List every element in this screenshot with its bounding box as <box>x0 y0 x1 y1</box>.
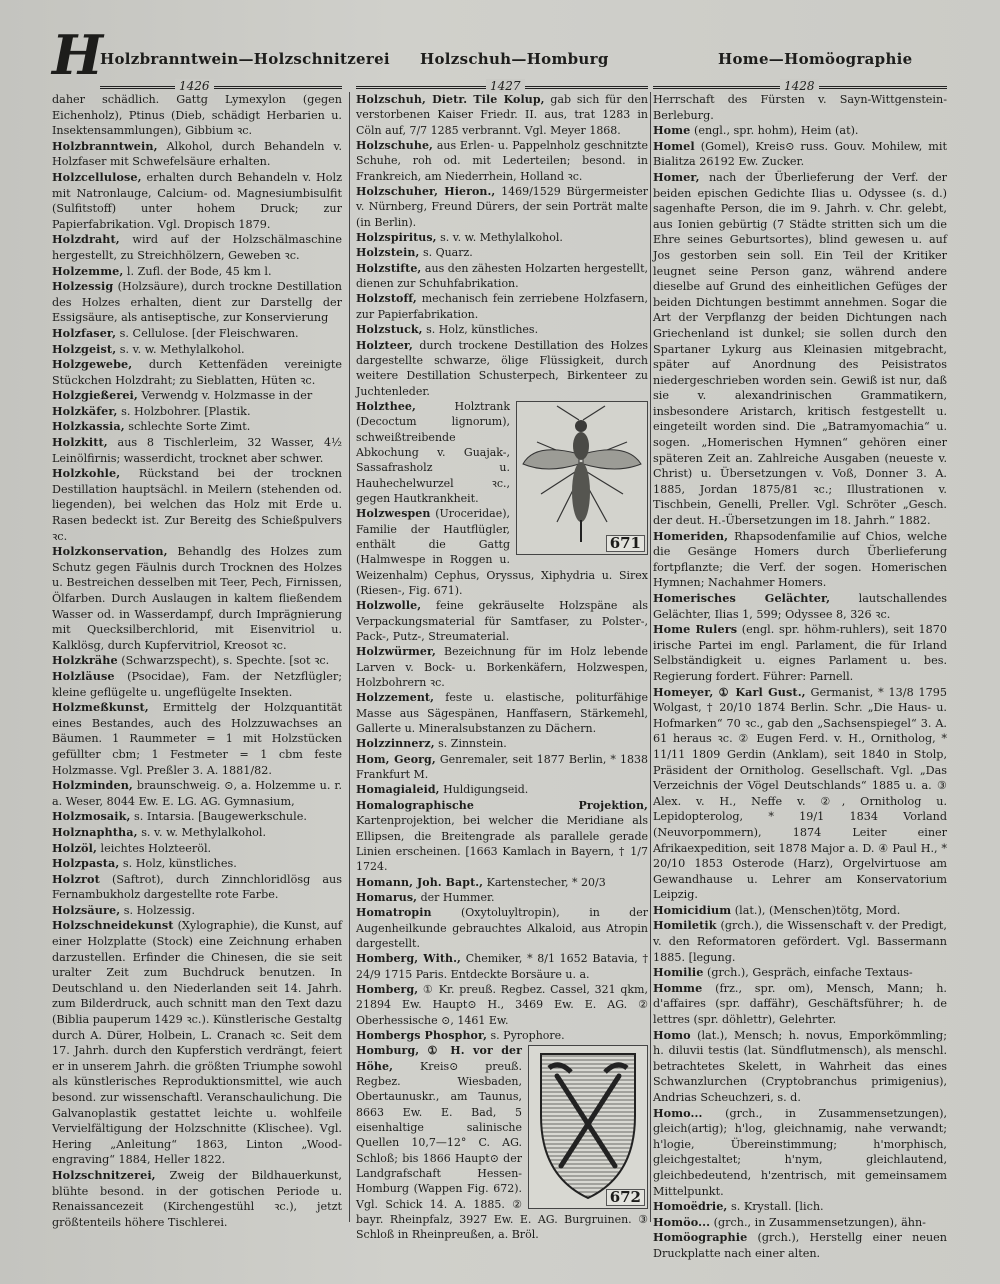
entry-headword: Home Rulers <box>653 622 738 637</box>
entry-text: wird auf der Holzschälmaschine hergestellt, zu Streichhölzern, Geweben ꝛc. <box>52 233 342 262</box>
dictionary-entry <box>52 825 342 841</box>
dictionary-entry <box>356 982 648 1028</box>
right-running-head: Home—Homöographie <box>718 50 913 68</box>
dictionary-entry <box>52 903 342 919</box>
dictionary-entry <box>653 981 947 1028</box>
entry-text: (grch.), die Wissenschaft v. der Predigt, v. den Reformatoren gefördert. Vgl. Bassermann 1885. [legung. <box>653 919 947 964</box>
entry-text: Behandlg des Holzes zum Schutz gegen Fäulnis durch Trocknen des Holzes u. Bestreichen desselben mit Teer, Pech, Firnissen, Ölfarben. Durch Auslaugen in kaltem fließendem Wasser od. in Wasserdampf, durch Imprägnierung mit Quecksilberchlorid, mit Eisenvitriol u. Kalklösg, durch Kupfervitriol, Kreosot ꝛc. <box>52 545 342 652</box>
entry-text: (Uroceridae), Familie der Hautflügler, enthält die Gattg (Halmwespe in Roggen u. Weizenhalm) Cephus, Oryssus, Xiphydria u. Sirex (Riesen-, Fig. 671). <box>356 507 648 597</box>
entry-text: durch Kettenfäden vereinigte Stückchen Holzdraht; zu Sieblatten, Hüten ꝛc. <box>52 358 343 387</box>
entry-headword: Homöographie <box>653 1230 748 1245</box>
dictionary-entry <box>653 918 947 965</box>
section-letter: H <box>52 23 104 87</box>
entry-text: lautschallendes Gelächter, Ilias 1, 599; Odyssee 8, 326 ꝛc. <box>653 592 948 621</box>
entry-text: Genremaler, seit 1877 Berlin, * 1838 Frankfurt M. <box>356 752 648 782</box>
coat-of-arms-illustration <box>529 1046 647 1208</box>
entry-headword: Homarus, <box>356 890 418 904</box>
dictionary-entry <box>653 1215 947 1231</box>
entry-text: s. Quarz. <box>422 246 473 260</box>
entry-headword: Homagialeid, <box>356 783 440 797</box>
entry-text: braunschweig. ⊙, a. Holzemme u. r. a. Weser, 8044 Ew. E. LG. AG. Gymnasium, <box>52 779 343 808</box>
dictionary-entry <box>356 230 648 245</box>
entry-headword: Homilie <box>653 965 704 980</box>
entry-headword: Holzkrähe <box>52 653 118 668</box>
entry-headword: Homöo... <box>653 1214 711 1229</box>
entry-headword: Holzzement, <box>356 691 435 705</box>
entry-headword: Homer, <box>653 169 700 184</box>
dictionary-entry <box>356 782 648 797</box>
entry-headword: Homme <box>653 980 703 995</box>
entry-text: (Xylographie), die Kunst, auf einer Holzplatte (Stock) eine Zeichnung erhaben darzustellen. Erfinder die Chinesen, die sie seit uralter Zeit zum Buchdruck benutzen. In Deutschland u. den Niederlanden seit 14. Jahrh. zum Bilderdruck, auch schnitt man den Text dazu (Biblia pauperum 1429 ꝛc.). Künstlerische Gestaltg durch A. Dürer, Holbein, L. Cranach ꝛc. Seit dem 17. Jahrh. durch den Kupferstich verdrängt, feiert er in unserem Jahrh. die größten Triumphe sowohl als künstlerisches Reproduktionsmittel, wie auch besond. zur wissenschaftl. Veranschaulichung. Die Galvanoplastik gestattet leichte u. wohlfeile Vervielfältigung der Holzschnitte (Klischee). Vgl. Hering „Anleitung“ 1863, Linton „Wood-engraving“ 1884, Heller 1822. <box>52 919 342 1167</box>
dictionary-entry <box>52 139 342 170</box>
entry-text: (Schwarzspecht), s. Spechte. [sot ꝛc. <box>121 654 330 668</box>
entry-text: Chemiker, * 8/1 1652 Batavia, † 24/9 1715 Paris. Entdeckte Borsäure u. a. <box>356 952 648 981</box>
entry-text: Germanist, * 13/8 1795 Wolgast, † 20/10 1874 Berlin. Schr. „Die Haus- u. Hofmarken“ 70 ꝛc., gab den „Sachsenspiegel“ 3. A. 61 heraus ꝛc. ② Eugen Ferd. v. H., Ornitholog, * 11/11 1809 Gerdin (Anklam), seit 1840 in Stolp, Präsident der Ornitholog. Gesellschaft. Vgl. „Das Verzeichnis der Vögel Deutschlands“ 1885 u. a. ③ Alex. v. H., Neffe v. ②, Ornitholog u. Lepidopterolog, * 19/1 1834 Vorland (Neuvorpommern), 1874 Leiter einer Afrikaexpedition, seit 1878 Major a. D. ④ Paul H., * 20/10 1853 Osterode (Harz), Orgelvirtuose am Gewandhause u. Lehrer am Konservatorium Leipzig. <box>653 685 947 902</box>
dictionary-entry <box>52 778 342 809</box>
entry-headword: Holzpasta, <box>52 856 120 871</box>
entry-text: feine gekräuselte Holzspäne als Verpackungsmaterial für Samtfaser, zu Polster-, Pack-, Putz-, Streumaterial. <box>356 599 649 644</box>
dictionary-entry <box>356 598 648 644</box>
entry-text: Kartenstecher, * 20/3 <box>486 875 606 889</box>
dictionary-entry <box>52 872 342 903</box>
entry-text: Holztrank (Decoctum lignorum), schweißtreibende Abkochung v. Guajak-, Sassafrasholz u. Hauhechelwurzel ꝛc., gegen Hautkrankheit. <box>356 399 510 505</box>
entry-headword: Holzmosaik, <box>52 809 131 824</box>
entry-text: Bezeichnung für im Holz lebende Larven v. Bock- u. Borkenkäfern, Holzwespen, Holzbohrern ꝛc. <box>356 645 648 690</box>
entry-text: (Psocidae), Fam. der Netzflügler; kleine geflügelte u. ungeflügelte Insekten. <box>52 669 342 699</box>
entry-text: schlechte Sorte Zimt. <box>128 420 251 434</box>
dictionary-entry <box>356 92 648 138</box>
dictionary-entry <box>52 669 342 700</box>
entry-headword: Holzwespen <box>356 507 431 521</box>
dictionary-entry <box>653 685 947 903</box>
entry-headword: Holzstifte, <box>356 261 422 275</box>
entry-headword: Homatropin <box>356 906 432 920</box>
entry-headword: Holzschuh, Dietr. Tile Kolup, <box>356 93 545 106</box>
entry-headword: Holzschnitzerei, <box>52 1167 156 1182</box>
entry-headword: Homann, Joh. Bapt., <box>356 875 484 889</box>
dictionary-entry <box>356 890 648 905</box>
dictionary-entry <box>52 653 342 669</box>
entry-headword: Homicidium <box>653 902 732 917</box>
entry-text: aus 8 Tischlerleim, 32 Wasser, 4½ Leinölfirnis; wasserdicht, trocknet aber schwer. <box>52 436 342 465</box>
entry-text: (engl., spr. hohm), Heim (at). <box>693 124 859 138</box>
entry-text: l. Zufl. der Bode, 45 km l. <box>126 264 272 278</box>
dictionary-entry <box>356 644 648 690</box>
entry-text: s. v. w. Methylalkohol. <box>141 825 267 839</box>
dictionary-entry <box>52 170 342 232</box>
entry-text: s. Cellulose. [der Fleischwaren. <box>119 326 299 340</box>
wasp-illustration <box>517 402 647 554</box>
dictionary-entry <box>52 1168 342 1230</box>
dictionary-entry <box>356 1028 648 1043</box>
entry-headword: Homberg, With., <box>356 952 461 966</box>
entry-headword: Homalographische Projektion, <box>356 798 648 812</box>
dictionary-entry <box>52 918 342 1168</box>
dictionary-entry <box>653 139 947 170</box>
entry-headword: Holzschuhe, <box>356 139 433 153</box>
dictionary-entry <box>52 388 342 404</box>
entry-text: s. Holz, künstliches. <box>122 857 237 871</box>
dictionary-entry <box>52 419 342 435</box>
entry-text: (grch., in Zusammensetzungen), ähn- <box>713 1215 926 1229</box>
column-2 <box>356 92 648 1243</box>
dictionary-entry <box>52 326 342 342</box>
entry-text: feste u. elastische, politurfähige Masse aus Sägespänen, Hanffasern, Stärkemehl, Gallerte u. Mineralsubstanzen zu Dächern. <box>356 691 649 736</box>
column-divider-1 <box>349 92 350 1222</box>
entry-text: s. Intarsia. [Baugewerkschule. <box>134 810 307 824</box>
dictionary-entry <box>52 342 342 358</box>
entry-headword: Holzspiritus, <box>356 231 437 245</box>
entry-headword: Holzemme, <box>52 263 124 278</box>
dictionary-entry <box>653 170 947 529</box>
entry-text: der Hummer. <box>420 890 495 904</box>
entry-text: (Oxytoluyltropin), in der Augenheilkunde gebrauchtes Alkaloid, aus Atropin dargestellt. <box>356 906 648 950</box>
entry-text: nach der Überlieferung der Verf. der beiden epischen Gedichte Ilias u. Odyssee (s. d.) sagenhafte Person, die im 9. Jahrh. v. Chr. gelebt, aus Ionien gebürtig (7 Städte stritten sich um die Ehre seines Geburtsortes), blind gewesen u. auf Jos gestorben sein soll. Ein Teil der Kritiker leugnet seine Person ganz, während andere dieselbe auf Grund des einheitlichen Gefüges der beiden Dichtungen bestimmt annehmen. Sogar die Art der Verpflanzg der beiden Dichtungen nach Griechenland ist dunkel; sie sollen durch den Spartaner Lykurg aus Kleinasien mitgebracht, später auf Anordnung des Peisistratos niedergeschrieben worden sein. Gewiß ist nur, daß sie v. alexandrinischen Grammatikern, insbesondere Aristarch, kritisch festgestellt u. eingeteilt worden sind. Die „Batramyomachia“ u. sogen. „Homerischen Hymnen“ gehören einer späteren Zeit an. Zahlreiche Ausgaben (neueste v. Christ) u. Übersetzungen v. Voß, Donner 3. A. 1885, Jordan 1875/81 ꝛc.; Illustrationen v. Tischbein, Genelli, Preller. Vgl. Schröter „Gesch. der deut. H.-Übersetzungen im 18. Jahrh.“ 1882. <box>653 170 948 528</box>
entry-headword: Holzkassia, <box>52 419 125 434</box>
entry-text: Herrschaft des Fürsten v. Sayn-Wittgenstein-Berleburg. <box>653 93 947 122</box>
entry-headword: Holzschneidekunst <box>52 918 174 933</box>
header-rule-left <box>100 86 342 89</box>
left-running-head: Holzbranntwein—Holzschnitzerei <box>100 50 390 68</box>
entry-text: durch trockene Destillation des Holzes dargestellte schwarze, ölige Flüssigkeit, durch weitere Destillation Schusterpech, Birkenteer zu Juchtenleder. <box>356 338 648 398</box>
entry-text: Kreis⊙ preuß. Regbez. Wiesbaden, Obertaunuskr., am Taunus, 8663 Ew. E. Bad, 5 eisenhaltige salinische Quellen 10,7—12° C. AG. Schloß; bis 1866 Haupt⊙ der Landgrafschaft Hessen-Homburg (Wappen Fig. 672). Vgl. Schick 14. A. 1885. ② bayr. Rheinpfalz, 3927 Ew. E. AG. Burgruinen. ③ Schloß in Rheinpreußen, a. Bröl. <box>356 1059 648 1242</box>
dictionary-entry <box>356 338 648 399</box>
entry-headword: Holzmeßkunst, <box>52 700 149 715</box>
dictionary-entry <box>52 544 342 653</box>
entry-headword: Holzwolle, <box>356 599 422 613</box>
dictionary-entry <box>653 1028 947 1106</box>
entry-text: Zweig der Bildhauerkunst, blühte besond. in der gotischen Periode u. Renaissancezeit (Kirchengestühl ꝛc.), jetzt größtenteils höhere Tischlerei. <box>52 1168 342 1229</box>
entry-headword: Homoëdrie, <box>653 1199 728 1214</box>
dictionary-entry <box>356 245 648 260</box>
entry-headword: Holzminden, <box>52 778 133 793</box>
entry-headword: Holzschuher, Hieron., <box>356 185 496 199</box>
dictionary-entry <box>653 591 947 622</box>
entry-text: Rückstand bei der trocknen Destillation hauptsächl. in Meilern (stehenden od. liegenden), bei welchen das Holz mit Erde u. Rasen bedeckt ist. Zur Bereitg des Schießpulvers ꝛc. <box>52 467 342 543</box>
dictionary-entry <box>52 841 342 857</box>
dictionary-entry <box>52 404 342 420</box>
dictionary-entry <box>52 264 342 280</box>
dictionary-entry <box>52 232 342 263</box>
dictionary-entry <box>356 951 648 982</box>
entry-headword: Holzstoff, <box>356 292 417 306</box>
dictionary-entry <box>356 322 648 337</box>
entry-text: (Saftrot), durch Zinnchloridlösg aus Fernambukholz dargestellte rote Farbe. <box>52 872 343 902</box>
entry-text: Alkohol, durch Behandeln v. Holzfaser mit Schwefelsäure erhalten. <box>52 139 343 169</box>
column-divider-2 <box>650 92 651 1222</box>
entry-text: s. Holzbohrer. [Plastik. <box>121 404 251 418</box>
entry-headword: Homel <box>653 138 695 153</box>
entry-headword: Holzgießerei, <box>52 388 138 403</box>
entry-headword: Holzbranntwein, <box>52 138 158 153</box>
entry-headword: Holzstuck, <box>356 323 423 337</box>
entry-text: (Holzsäure), durch trockne Destillation des Holzes erhalten, dient zur Darstellg der Essigsäure, als antiseptische, zur Konservierung <box>52 280 343 325</box>
entry-text: (engl. spr. höhm-ruhlers), seit 1870 irische Partei im engl. Parlament, die für Irland Selbständigkeit u. eignes Parlament u. bes. Regierung fordert. Führer: Parnell. <box>653 623 947 683</box>
entry-headword: Holzcellulose, <box>52 169 142 184</box>
entry-text: daher schädlich. Gattg Lymexylon (gegen Eichenholz), Ptinus (Dieb, schädigt Herbarien u. Insektensammlungen), Gibbium ꝛc. <box>52 93 342 138</box>
entry-text: s. Zinnstein. <box>438 737 507 751</box>
dictionary-entry <box>356 752 648 783</box>
column-2-lower <box>356 1043 648 1242</box>
dictionary-entry <box>52 700 342 778</box>
entry-text: aus Erlen- u. Pappelnholz geschnitzte Schuhe, roh od. mit Lederteilen; besond. in Frankreich, am Niederrhein, Holland ꝛc. <box>356 139 649 183</box>
dictionary-entry <box>356 138 648 184</box>
entry-headword: Holzsäure, <box>52 902 121 917</box>
dictionary-entry <box>653 1106 947 1200</box>
entry-text: s. Holz, künstliches. <box>426 323 539 337</box>
entry-text: (grch., in Zusammensetzungen), gleich(artig); h'log, gleichnamig, nahe verwandt; h'logie, Übereinstimmung; h'morphisch, gleichgestaltet; h'nym, gleichlautend, gleichbedeutend, h'zentrisch, mit gemeinsamem Mittelpunkt. <box>653 1106 947 1198</box>
entry-text: aus den zähesten Holzarten hergestellt, dienen zur Schuhfabrikation. <box>356 261 648 291</box>
dictionary-entry <box>653 1199 947 1215</box>
entry-headword: Holzwürmer, <box>356 645 436 659</box>
entry-text: Ermittelg der Holzquantität eines Bestandes, auch des Holzzuwachses an Bäumen. 1 Raummeter = 1 mit Holzstücken gefüllter cbm; 1 Festmeter = 1 cbm feste Holzmasse. Vgl. Preßler 3. A. 1881/82. <box>52 701 342 777</box>
entry-headword: Homeyer, ① Karl Gust., <box>653 684 806 699</box>
entry-text: gab sich für den verstorbenen Kaiser Friedr. II. aus, trat 1283 in Cöln auf, 7/7 1285 verbrannt. Vgl. Meyer 1868. <box>356 93 648 137</box>
dictionary-entry <box>653 1230 947 1261</box>
entry-headword: Holzzinnerz, <box>356 737 435 751</box>
dictionary-entry <box>653 123 947 139</box>
dictionary-entry <box>356 736 648 751</box>
entry-text: s. v. w. Methylalkohol. <box>119 342 245 356</box>
column-3 <box>653 92 947 1262</box>
entry-text: s. v. w. Methylalkohol. <box>440 231 563 245</box>
dictionary-entry <box>356 905 648 951</box>
entry-headword: Homburg, ① H. vor der Höhe, <box>356 1044 522 1073</box>
dictionary-entry <box>356 291 648 322</box>
entry-text: (lat.), Mensch; h. novus, Emporkömmling; h. diluvii testis (lat. Sündflutmensch), als menschl. betrachtetes Skelett, in Wahrheit das eines Schwanzlurchen (Cryptobranchus primigenius), Andrias Scheuchzeri, s. d. <box>653 1028 947 1104</box>
center-running-head: Holzschuh—Homburg <box>420 50 609 68</box>
dictionary-entry <box>52 466 342 544</box>
dictionary-entry <box>52 809 342 825</box>
entry-headword: Homo <box>653 1027 691 1042</box>
entry-text: 1469/1529 Bürgermeister v. Nürnberg, Freund Dürers, der sein Porträt malte (in Berlin). <box>356 185 649 229</box>
entry-headword: Holznaphtha, <box>52 824 138 839</box>
entry-text: (lat.), (Menschen)tötg, Mord. <box>734 903 901 917</box>
entry-headword: Holzläuse <box>52 668 115 683</box>
dictionary-entry <box>52 92 342 139</box>
entry-headword: Homo... <box>653 1105 703 1120</box>
entry-text: (frz., spr. om), Mensch, Mann; h. d'affaires (spr. daffähr), Geschäftsführer; h. de lettres (spr. döhlettr), Gelehrter. <box>653 981 947 1027</box>
entry-headword: Homeriden, <box>653 528 729 543</box>
entry-headword: Holzgeist, <box>52 341 117 356</box>
dictionary-entry <box>52 435 342 466</box>
entry-headword: Holzöl, <box>52 840 97 855</box>
entry-headword: Holzstein, <box>356 246 420 260</box>
figure-672-coat-of-arms <box>528 1045 648 1209</box>
entry-text: erhalten durch Behandeln v. Holz mit Natronlauge, Calcium- od. Magnesiumbisulfit (Sulfitstoff) unter hohem Druck; zur Papierfabrikation. Vgl. Dropisch 1879. <box>52 170 342 231</box>
dictionary-entry <box>356 798 648 875</box>
entry-headword: Holzgewebe, <box>52 357 133 372</box>
entry-headword: Holzrot <box>52 871 100 886</box>
figure-671-number: 671 <box>606 535 645 552</box>
entry-headword: Holzthee, <box>356 399 416 413</box>
entry-headword: Holzfaser, <box>52 325 117 340</box>
entry-headword: Holzdraht, <box>52 232 120 247</box>
entry-headword: Holzkitt, <box>52 435 108 450</box>
entry-text: (grch.), Gespräch, einfache Textaus- <box>707 966 913 980</box>
column-2-upper <box>356 92 648 1043</box>
dictionary-entry <box>356 184 648 230</box>
column-1 <box>52 92 342 1230</box>
figure-672-number: 672 <box>606 1189 645 1206</box>
dictionary-entry <box>52 856 342 872</box>
entry-text: s. Krystall. [lich. <box>731 1200 824 1214</box>
dictionary-entry <box>653 622 947 684</box>
entry-headword: Holzkäfer, <box>52 403 118 418</box>
entry-headword: Hom, Georg, <box>356 752 436 766</box>
figure-671-wasp <box>516 401 648 555</box>
entry-text: (grch.), Herstellg einer neuen Druckplatte nach einer alten. <box>653 1231 947 1260</box>
entry-headword: Holzessig <box>52 279 114 294</box>
dictionary-entry <box>653 903 947 919</box>
entry-headword: Holzkohle, <box>52 466 121 481</box>
page-number-center: 1427 <box>486 79 525 93</box>
dictionary-entry <box>356 261 648 292</box>
entry-text: leichtes Holzteeröl. <box>100 841 212 855</box>
entry-headword: Homberg, <box>356 982 419 996</box>
dictionary-entry <box>356 875 648 890</box>
entry-text: Verwendg v. Holzmasse in der <box>141 389 313 403</box>
dictionary-entry <box>52 357 342 388</box>
entry-text: (Gomel), Kreis⊙ russ. Gouv. Mohilew, mit Bialitza 26192 Ew. Zucker. <box>653 139 947 169</box>
entry-text: mechanisch fein zerriebene Holzfasern, zur Papierfabrikation. <box>356 292 648 321</box>
entry-headword: Holzkonservation, <box>52 544 168 559</box>
entry-headword: Home <box>653 123 691 138</box>
entry-text: ① Kr. preuß. Regbez. Cassel, 321 qkm, 21894 Ew. Haupt⊙ H., 3469 Ew. E. AG. ② Oberhessische ⊙, 1461 Ew. <box>356 982 648 1027</box>
page-number-left: 1426 <box>175 79 214 93</box>
dictionary-entry <box>52 279 342 326</box>
entry-text: Rhapsodenfamilie auf Chios, welche die Gesänge Homers durch Überlieferung fortpflanzte; die Verf. der sogen. Homerischen Hymnen; Nachahmer Homers. <box>653 529 947 590</box>
entry-text: Huldigungseid. <box>443 783 529 797</box>
dictionary-entry <box>653 529 947 591</box>
page-number-right: 1428 <box>780 79 819 93</box>
dictionary-entry <box>356 690 648 736</box>
dictionary-entry <box>653 92 947 123</box>
entry-text: Kartenprojektion, bei welcher die Meridiane als Ellipsen, die Breitengrade als parallele gerade Linien erscheinen. [1663 Kamlach in Bayern, † 1/7 1724. <box>356 814 648 874</box>
entry-headword: Homerisches Gelächter, <box>653 591 831 605</box>
entry-text: s. Pyrophore. <box>490 1028 565 1042</box>
dictionary-entry <box>653 965 947 981</box>
entry-text: s. Holzessig. <box>123 903 196 917</box>
entry-headword: Holzteer, <box>356 338 413 352</box>
entry-headword: Homiletik <box>653 918 717 933</box>
entry-headword: Hombergs Phosphor, <box>356 1028 488 1042</box>
